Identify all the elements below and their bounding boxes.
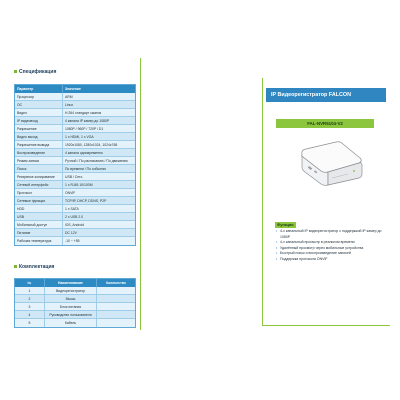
- table-cell: DC 12V: [65, 231, 77, 235]
- table-row: [15, 189, 135, 197]
- table-cell: Блок питания: [45, 303, 97, 310]
- table-row: [15, 141, 135, 149]
- table-cell: -10 ~ +55: [65, 239, 80, 243]
- table-row: [15, 221, 135, 229]
- table-cell: 2: [15, 295, 45, 302]
- table-row: [15, 117, 135, 125]
- table-row: [15, 93, 135, 101]
- right-page-bottom-rule: [262, 325, 390, 326]
- table-cell: [97, 319, 135, 327]
- table-row: [15, 133, 135, 141]
- table-cell: IP видеовход: [15, 117, 63, 124]
- left-page-rule: [140, 58, 141, 330]
- table-cell: 1920x1080, 1280x1024, 1024x768: [65, 143, 118, 147]
- table-cell: Видео: [15, 109, 63, 116]
- spec-table: [14, 84, 136, 246]
- table-row: [15, 173, 135, 181]
- table-cell: TCP/IP, DHCP, DDNS, P2P: [65, 199, 107, 203]
- table-header-row: [15, 85, 135, 93]
- table-cell: Ручной / По расписанию / По движению: [65, 159, 128, 163]
- table-header-cell: Параметр: [15, 85, 63, 93]
- table-cell: H.264 стандарт сжатия: [65, 111, 102, 115]
- table-row: [15, 181, 135, 189]
- table-cell: Сетевые функции: [15, 197, 63, 204]
- table-cell: Разрешение: [15, 125, 63, 132]
- table-cell: ARM: [65, 95, 73, 99]
- table-header-row: [15, 279, 135, 287]
- device-image: [288, 136, 366, 198]
- table-cell: USB / Сеть: [65, 175, 83, 179]
- table-header-cell: Значение: [65, 87, 81, 91]
- table-cell: Сетевой интерфейс: [15, 181, 63, 188]
- spec-heading-text: Спецификация: [19, 68, 57, 75]
- table-cell: Видеорегистратор: [45, 287, 97, 294]
- table-cell: Кабель: [45, 319, 97, 327]
- square-bullet-icon: [14, 265, 17, 268]
- table-cell: [97, 311, 135, 318]
- table-cell: ОС: [15, 101, 63, 108]
- table-cell: 4: [15, 311, 45, 318]
- table-cell: 1: [15, 287, 45, 294]
- table-cell: 2 x USB 2.0: [65, 215, 84, 219]
- spec-heading: [14, 68, 56, 75]
- table-cell: 1 x RJ45 10/100M: [65, 183, 93, 187]
- table-row: [15, 165, 135, 173]
- table-cell: Поиск: [15, 165, 63, 172]
- table-row: [15, 303, 135, 311]
- table-row: [15, 101, 135, 109]
- product-title: IP Видеорегистратор FALCON: [266, 88, 386, 102]
- table-row: [15, 295, 135, 303]
- feature-item: • Быстрый поиск и воспроизведение записей: [276, 251, 386, 257]
- table-row: [15, 109, 135, 117]
- table-cell: Мобильный доступ: [15, 221, 63, 228]
- right-page-rule: [262, 78, 263, 326]
- table-cell: [97, 295, 135, 302]
- table-cell: HDD: [15, 205, 63, 212]
- kit-heading: [14, 263, 54, 270]
- square-bullet-icon: [14, 70, 17, 73]
- table-cell: Рабочая температура: [15, 237, 63, 245]
- table-cell: Руководство пользователя: [45, 311, 97, 318]
- features-label: Функции: [277, 223, 294, 227]
- table-cell: iOS, Android: [65, 223, 85, 227]
- feature-item: • Удалённый просмотр через мобильные устройства: [276, 246, 386, 252]
- table-row: [15, 125, 135, 133]
- table-cell: 4 канала IP камер до 1080P: [65, 119, 110, 123]
- features-list: [276, 229, 386, 263]
- feature-item: • 4-х канальный просмотр в реальном времени: [276, 240, 386, 246]
- table-cell: 1 x HDMI, 1 x VGA: [65, 135, 94, 139]
- table-cell: 1080P / 960P / 720P / D1: [65, 127, 104, 131]
- table-header-cell: Наименование: [45, 279, 97, 287]
- table-cell: Разрешение вывода: [15, 141, 63, 148]
- table-row: [15, 319, 135, 327]
- table-row: [15, 205, 135, 213]
- table-cell: [97, 303, 135, 310]
- table-row: [15, 311, 135, 319]
- feature-item: • Поддержка протокола ONVIF: [276, 257, 386, 263]
- table-header-cell: №: [15, 279, 45, 287]
- table-row: [15, 149, 135, 157]
- kit-heading-text: Комплектация: [19, 263, 55, 270]
- table-cell: 3: [15, 303, 45, 310]
- model-bar: FAL-NVR5104-V2: [276, 119, 374, 128]
- table-cell: Linux: [65, 103, 74, 107]
- table-cell: 1 x SATA: [65, 207, 79, 211]
- table-cell: 4 канала одновременно: [65, 151, 103, 155]
- table-cell: [97, 287, 135, 294]
- table-cell: Процессор: [15, 93, 63, 100]
- table-cell: Протокол: [15, 189, 63, 196]
- table-row: [15, 237, 135, 245]
- table-row: [15, 287, 135, 295]
- table-cell: USB: [15, 213, 63, 220]
- table-cell: Видео выход: [15, 133, 63, 140]
- table-row: [15, 157, 135, 165]
- kit-table: [14, 278, 136, 328]
- table-cell: Воспроизведение: [15, 149, 63, 156]
- table-row: [15, 197, 135, 205]
- table-cell: ONVIF: [65, 191, 76, 195]
- table-cell: Мышь: [45, 295, 97, 302]
- table-cell: 5: [15, 319, 45, 327]
- table-cell: Резервное копирование: [15, 173, 63, 180]
- table-row: [15, 229, 135, 237]
- table-header-cell: Количество: [106, 281, 126, 285]
- table-cell: Режим записи: [15, 157, 63, 164]
- table-row: [15, 213, 135, 221]
- feature-item: • 4-х канальный IP видеорегистратор с поддержкой IP камер до 1080P: [276, 229, 386, 240]
- table-cell: Питание: [15, 229, 63, 236]
- table-cell: По времени / По событию: [65, 167, 106, 171]
